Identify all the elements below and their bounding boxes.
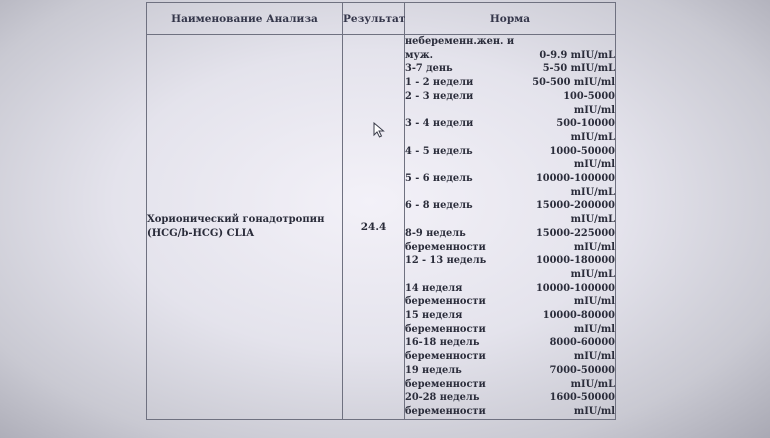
header-norm: Норма — [405, 3, 616, 35]
norm-row — [405, 145, 615, 172]
norm-label: 8-9 недель беременности — [405, 227, 486, 253]
header-result: Результат — [343, 3, 405, 35]
norm-value: 5-50 mIU/mL — [542, 63, 615, 75]
reference-ranges-cell — [405, 35, 616, 420]
norm-label: 1 - 2 недели — [405, 77, 474, 89]
norm-value: 1000-50000 mIU/ml — [549, 145, 615, 171]
norm-label: 14 неделя беременности — [405, 282, 486, 308]
norm-value: 10000-100000 mIU/ml — [535, 282, 615, 308]
norm-label: 15 неделя беременности — [405, 310, 486, 335]
table-header-row — [147, 3, 616, 35]
norm-value: 15000-225000 mIU/ml — [535, 227, 615, 253]
norm-label: 19 недель беременности — [405, 364, 486, 390]
norm-row — [405, 227, 615, 254]
norm-value: 10000-180000 mIU/mL — [535, 255, 615, 280]
norm-value: 10000-80000 mIU/ml — [542, 310, 615, 335]
norm-value: 10000-100000 mIU/mL — [535, 173, 615, 198]
table-row — [147, 35, 616, 420]
norm-row — [405, 62, 615, 76]
norm-label: 2 - 3 недели — [405, 90, 474, 102]
norm-label: 3 - 4 недели — [405, 118, 474, 130]
norm-row — [405, 76, 615, 90]
norm-value: 15000-200000 mIU/mL — [535, 200, 615, 226]
norm-row — [405, 35, 615, 62]
header-analysis-name: Наименование Анализа — [147, 3, 343, 35]
norm-value: 1600-50000 mIU/ml — [549, 392, 615, 417]
norm-row — [405, 90, 615, 117]
norm-row — [405, 309, 615, 336]
analysis-name-cell — [147, 35, 343, 420]
norm-value: 500-10000 mIU/mL — [556, 118, 615, 143]
norm-value: 0-9.9 mIU/mL — [539, 49, 615, 61]
norm-label: 6 - 8 недель — [405, 200, 473, 212]
norm-value: 50-500 mIU/ml — [532, 77, 615, 89]
norm-row — [405, 199, 615, 226]
norm-label: небеременн.жен. и муж. — [405, 36, 515, 61]
norm-row — [405, 117, 615, 144]
norm-value: 8000-60000 mIU/ml — [549, 337, 615, 363]
norm-row — [405, 336, 615, 363]
norm-value: 100-5000 mIU/ml — [563, 90, 615, 116]
norm-label: 12 - 13 недель — [405, 255, 487, 267]
norm-row — [405, 282, 615, 309]
norm-label: 20-28 недель беременности — [405, 392, 486, 417]
norm-label: 5 - 6 недель — [405, 173, 473, 185]
norm-row — [405, 364, 615, 391]
norm-row — [405, 172, 615, 199]
norm-label: 4 - 5 недель — [405, 145, 473, 157]
norm-value: 7000-50000 mIU/mL — [549, 364, 615, 390]
analysis-name-line2: (HCG/b-HCG) CLIA — [147, 227, 255, 239]
analysis-results-table — [146, 2, 616, 420]
norm-row — [405, 391, 615, 418]
norm-label: 16-18 недель беременности — [405, 337, 486, 363]
mouse-pointer-icon — [373, 122, 385, 138]
norm-label: 3-7 день — [405, 63, 453, 75]
analysis-result-value: 24.4 — [343, 35, 405, 420]
norm-row — [405, 254, 615, 281]
analysis-name-line1: Хорионический гонадотропин — [147, 213, 325, 225]
